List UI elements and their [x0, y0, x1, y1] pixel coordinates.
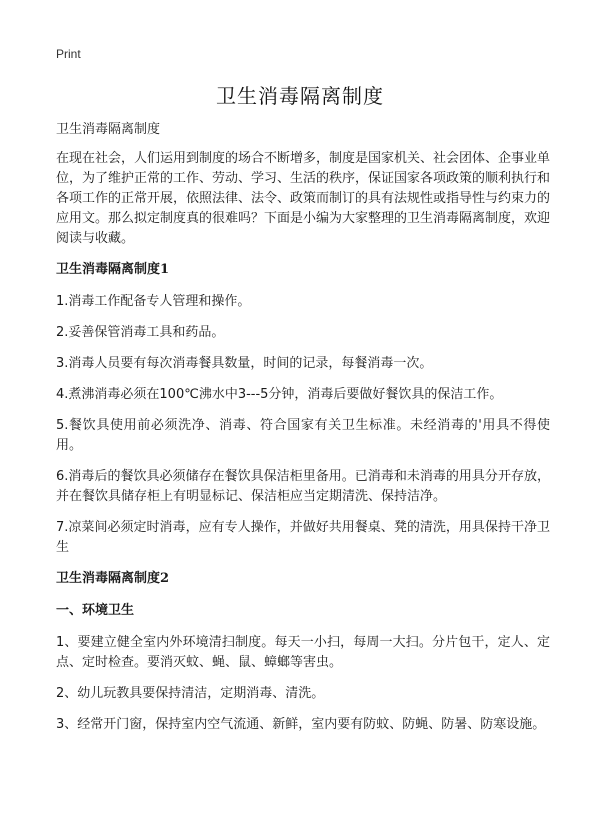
section2-subheading: 一、环境卫生	[56, 603, 135, 618]
document-body	[56, 120, 550, 746]
section2-item: 2、幼儿玩教具要保持清洁，定期消毒、清洗。	[56, 686, 325, 701]
section2-item: 3、经常开门窗，保持室内空气流通、新鲜，室内要有防蚊、防蝇、防暑、防寒设施。	[56, 717, 546, 732]
section1-item: 2.妥善保管消毒工具和药品。	[56, 325, 225, 340]
section1-item: 4.煮沸消毒必须在100℃沸水中3---5分钟，消毒后要做好餐饮具的保洁工作。	[56, 387, 503, 402]
section1-item: 6.消毒后的餐饮具必须储存在餐饮具保洁柜里备用。已消毒和未消毒的用具分开存放，并在餐饮具储存柜上有明显标记、保洁柜应当定期清洗、保持洁净。	[56, 469, 550, 504]
intro-subtitle: 卫生消毒隔离制度	[56, 122, 161, 137]
section2-heading: 卫生消毒隔离制度2	[56, 571, 170, 586]
section1-heading: 卫生消毒隔离制度1	[56, 262, 170, 277]
section1-item: 7.凉菜间必须定时消毒，应有专人操作，并做好共用餐桌、凳的清洗，用具保持干净卫生	[56, 520, 550, 555]
section1-item: 5.餐饮具使用前必须洗净、消毒、符合国家有关卫生标准。未经消毒的'用具不得使用。	[56, 418, 550, 453]
document-title: 卫生消毒隔离制度	[216, 84, 384, 108]
section2-item: 1、要建立健全室内外环境清扫制度。每天一小扫，每周一大扫。分片包干，定人、定点、定时检查。要消灭蚊、蝇、鼠、蟑螂等害虫。	[56, 635, 550, 670]
section1-item: 3.消毒人员要有每次消毒餐具数量，时间的记录，每餐消毒一次。	[56, 356, 433, 371]
section1-item: 1.消毒工作配备专人管理和操作。	[56, 294, 251, 309]
intro-paragraph: 在现在社会，人们运用到制度的场合不断增多，制度是国家机关、社会团体、企事业单位，为了维护正常的工作、劳动、学习、生活的秩序，保证国家各项政策的顺利执行和各项工作的正常开展，依照法律、法令、政策而制订的具有法规性或指导性与约束力的应用文。那么拟定制度真的很难吗？下面是小编为大家整理的卫生消毒隔离制度，欢迎阅读与收藏。	[56, 151, 551, 246]
print-link[interactable]: Print	[56, 47, 81, 61]
